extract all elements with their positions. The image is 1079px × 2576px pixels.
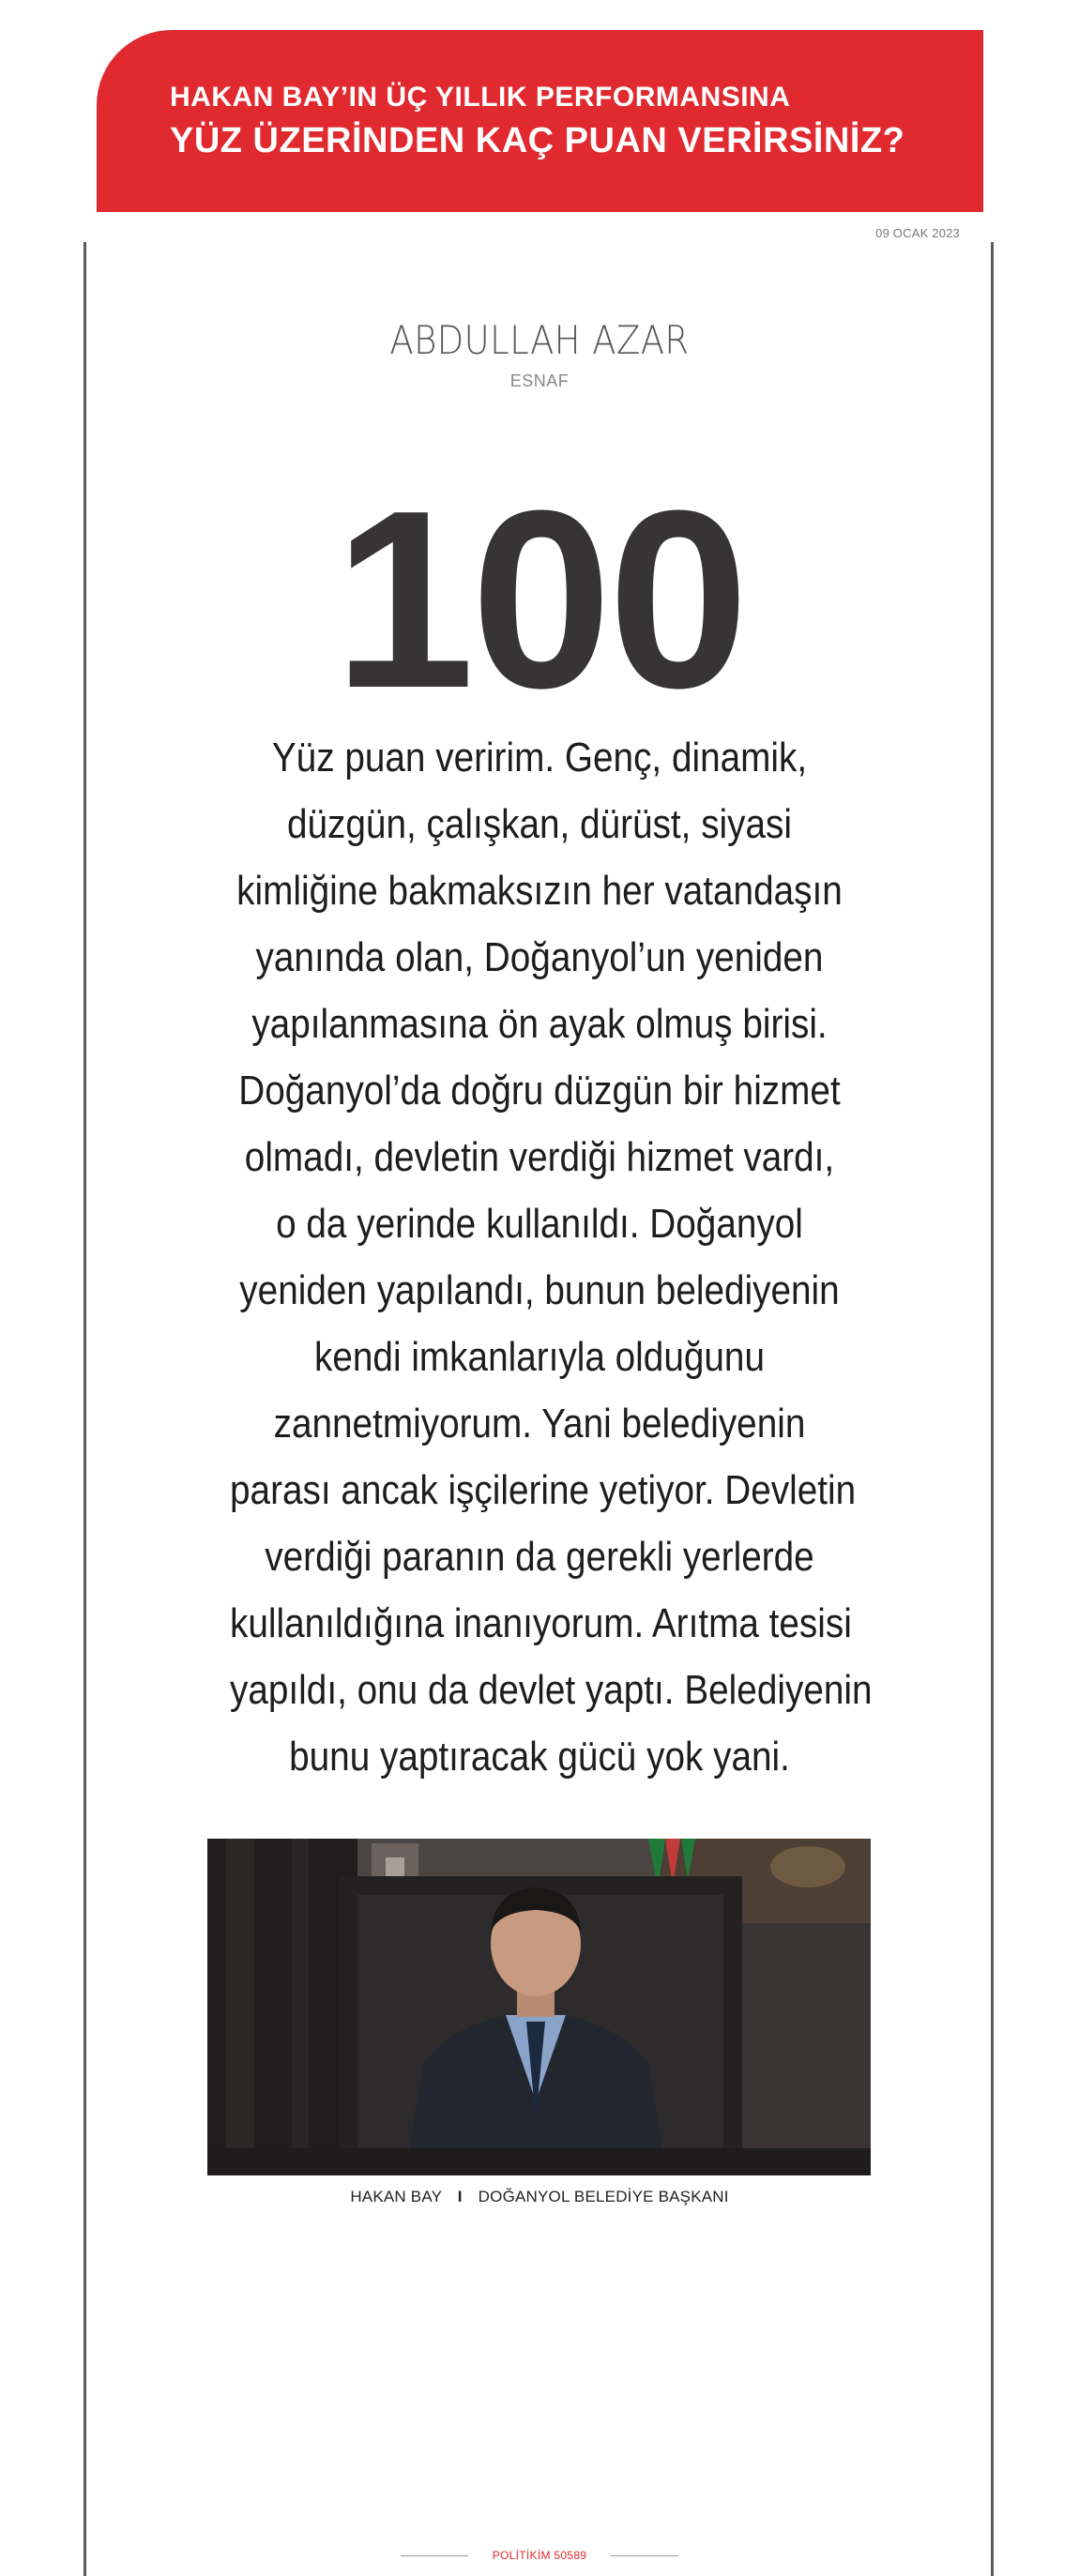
footer-right-rule: [611, 2555, 678, 2556]
quote-line: kimliğine bakmaksızın her vatandaşın: [236, 868, 843, 914]
quote-line: o da yerinde kullanıldı. Doğanyol: [276, 1201, 803, 1247]
quote-line: kullanıldığına inanıyorum. Arıtma tesisi: [230, 1600, 852, 1646]
footer: [0, 2549, 1079, 2562]
caption-title: DOĞANYOL BELEDİYE BAŞKANI: [478, 2188, 729, 2205]
score-value: 100: [333, 459, 746, 741]
publish-date: 09 OCAK 2023: [875, 226, 960, 240]
quote-line: yanında olan, Doğanyol’un yeniden: [255, 934, 824, 980]
mayor-portrait-photo: [207, 1839, 871, 2175]
headline-banner: [97, 30, 983, 212]
author-name: ABDULLAH AZAR: [389, 317, 690, 363]
headline-line-2: YÜZ ÜZERİNDEN KAÇ PUAN VERİRSİNİZ?: [170, 121, 905, 160]
quote-line: zannetmiyorum. Yani belediyenin: [273, 1401, 806, 1447]
quote-line: parası ancak işçilerine yetiyor. Devletin: [230, 1467, 857, 1513]
quote-line: yapıldı, onu da devlet yaptı. Belediyenin: [230, 1667, 873, 1713]
caption-name: HAKAN BAY: [350, 2188, 442, 2205]
quote-line: yeniden yapılandı, bunun belediyenin: [239, 1267, 840, 1313]
caption-separator: I: [457, 2188, 463, 2205]
footer-label: POLİTİKİM 50589: [492, 2549, 587, 2562]
author-role: ESNAF: [509, 371, 570, 390]
quote-line: olmadı, devletin verdiği hizmet vardı,: [244, 1134, 835, 1180]
quote-line: verdiği paranın da gerekli yerlerde: [265, 1534, 814, 1580]
quote-line: bunu yaptıracak gücü yok yani.: [289, 1734, 790, 1780]
quote-line: Doğanyol’da doğru düzgün bir hizmet: [238, 1068, 841, 1114]
quote-line: Yüz puan veririm. Genç, dinamik,: [271, 735, 808, 780]
quote-line: kendi imkanlarıyla olduğunu: [313, 1334, 765, 1380]
headline-line-1: HAKAN BAY’IN ÜÇ YILLIK PERFORMANSINA: [170, 82, 791, 113]
photo-caption: [0, 2188, 1079, 2206]
quote-text: [230, 724, 873, 1790]
footer-left-rule: [401, 2555, 468, 2556]
quote-line: yapılanmasına ön ayak olmuş birisi.: [251, 1001, 828, 1047]
quote-line: düzgün, çalışkan, dürüst, siyasi: [286, 801, 793, 847]
